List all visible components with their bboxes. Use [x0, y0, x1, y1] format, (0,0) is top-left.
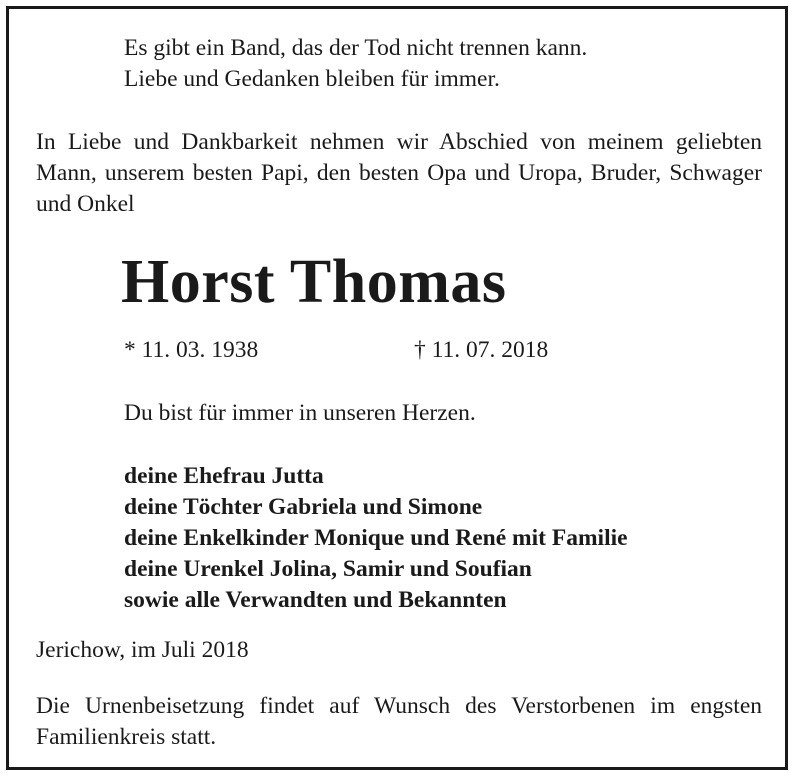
death-date: † 11. 07. 2018 [414, 337, 549, 363]
birth-date: * 11. 03. 1938 [124, 337, 259, 363]
mourner-line: deine Enkelkinder Monique und René mit Familie [124, 525, 628, 551]
mourners-list [124, 461, 628, 616]
mourner-line: deine Ehefrau Jutta [124, 463, 324, 489]
mourner-line: deine Urenkel Jolina, Samir und Soufian [124, 556, 532, 582]
life-dates [124, 335, 724, 366]
place-date: Jerichow, im Juli 2018 [36, 637, 249, 663]
deceased-name: Horst Thomas [121, 248, 507, 316]
intro-text: In Liebe und Dankbarkeit nehmen wir Abschied von meinem geliebten Mann, unserem besten Papi, den besten Opa und Uropa, Bruder, Schwager und Onkel [36, 129, 762, 217]
motto [124, 33, 724, 95]
remembrance-line: Du bist für immer in unseren Herzen. [124, 400, 476, 426]
motto-line: Es gibt ein Band, das der Tod nicht trennen kann. [124, 35, 588, 61]
mourner-line: sowie alle Verwandten und Bekannten [124, 587, 507, 613]
funeral-note: Die Urnenbeisetzung findet auf Wunsch des Verstorbenen im engsten Familienkreis statt. [36, 693, 762, 750]
motto-line: Liebe und Gedanken bleiben für immer. [124, 66, 500, 92]
mourner-line: deine Töchter Gabriela und Simone [124, 494, 483, 520]
obituary-frame [6, 6, 788, 770]
